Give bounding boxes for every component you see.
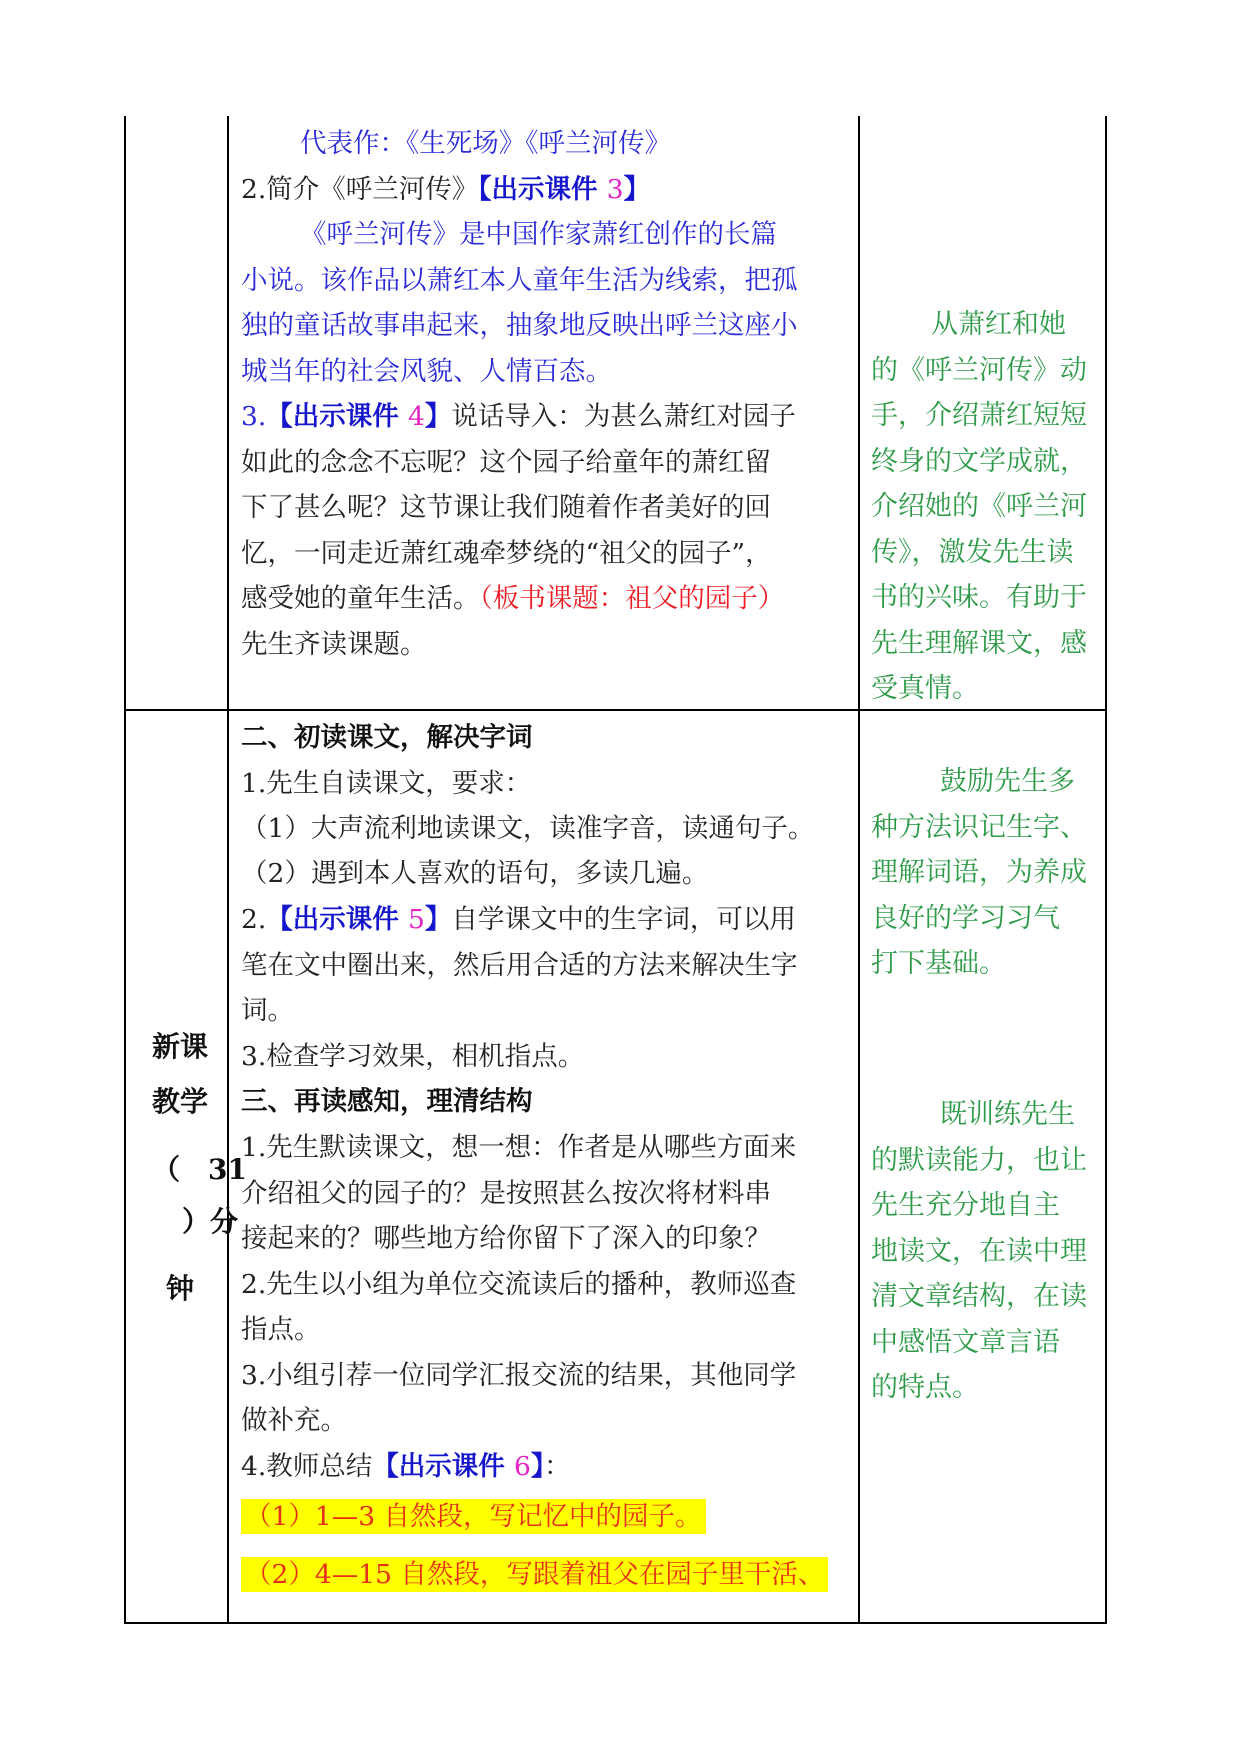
text-run: 1.先生自读课文，要求： bbox=[241, 768, 532, 799]
text-run: 4.教师总结 bbox=[241, 1451, 373, 1482]
text-line bbox=[300, 122, 671, 166]
text-line bbox=[241, 989, 294, 1033]
highlighted-text-line bbox=[241, 1495, 706, 1539]
text-run: 4 bbox=[408, 401, 425, 432]
text-line bbox=[241, 1080, 533, 1124]
table-border-bottom bbox=[124, 1622, 1107, 1624]
text-line bbox=[241, 1308, 321, 1352]
text-line bbox=[241, 807, 814, 851]
text-line bbox=[241, 1399, 347, 1443]
text-line bbox=[241, 1445, 571, 1489]
design-note-line: 地读文，在读中理 bbox=[871, 1235, 1087, 1267]
stage-label-line: 钟 bbox=[166, 1272, 195, 1305]
text-line bbox=[241, 762, 531, 806]
text-line bbox=[241, 259, 798, 303]
text-run: 指点。 bbox=[241, 1314, 321, 1345]
text-run: 三、再读感知，理清结构 bbox=[241, 1086, 533, 1117]
text-run: 二、初读课文，解决字词 bbox=[241, 722, 533, 753]
text-line bbox=[241, 716, 533, 760]
design-note-line: 理解词语，为养成 bbox=[871, 857, 1087, 888]
design-note-line: 打下基础。 bbox=[871, 948, 1006, 979]
design-note-line: 传》，激发先生读 bbox=[871, 536, 1074, 568]
text-run: 做补充。 bbox=[241, 1405, 347, 1436]
text-run: ： bbox=[544, 1451, 571, 1482]
text-run: 3.小组引荐一位同学汇报交流的结果，其他同学 bbox=[241, 1360, 797, 1391]
design-note-line: 受真情。 bbox=[871, 673, 979, 704]
design-note-line: 手，介绍萧红短短 bbox=[871, 400, 1087, 431]
text-line bbox=[241, 486, 771, 530]
text-line bbox=[241, 898, 796, 942]
design-note-line: 良好的学习习气 bbox=[871, 902, 1060, 934]
text-run: 词。 bbox=[241, 995, 294, 1026]
text-line bbox=[241, 1172, 771, 1216]
design-note-line: 种方法识记生字、 bbox=[871, 811, 1087, 843]
design-note-line: 既训练先生 bbox=[940, 1099, 1075, 1130]
text-run: 【出示课件 bbox=[372, 1451, 515, 1482]
text-line bbox=[241, 441, 771, 485]
text-run: 《呼兰河传》是中国作家萧红创作的长篇 bbox=[300, 219, 777, 250]
text-run: 【出示课件 bbox=[266, 904, 409, 935]
stage-label-line: ）分 bbox=[182, 1205, 239, 1238]
design-note-line: 的特点。 bbox=[871, 1372, 979, 1403]
text-run: 5 bbox=[408, 904, 425, 935]
design-note-line: 介绍她的《呼兰河 bbox=[871, 491, 1087, 522]
text-run: （1）1—3 自然段，写记忆中的园子。 bbox=[241, 1499, 706, 1534]
text-run: 感受她的童年生活。 bbox=[241, 583, 480, 614]
text-run: 【出示课件 bbox=[266, 401, 409, 432]
design-note-line: 先生理解课文，感 bbox=[871, 627, 1087, 659]
design-note-line: 的默读能力，也让 bbox=[871, 1144, 1087, 1176]
table-divider-notes bbox=[858, 116, 860, 1624]
text-run: 说话导入：为甚么萧红对园子 bbox=[451, 401, 796, 432]
text-line bbox=[241, 532, 772, 576]
design-note-line: 终身的文学成就， bbox=[871, 445, 1087, 477]
text-run: 独的童话故事串起来，抽象地反映出呼兰这座小 bbox=[241, 310, 798, 341]
text-line bbox=[241, 1217, 771, 1261]
stage-label-line: 教学 bbox=[152, 1085, 209, 1118]
design-note-line: 从萧红和她 bbox=[931, 309, 1066, 340]
stage-label-line: 新课 bbox=[152, 1030, 209, 1063]
text-line bbox=[241, 395, 796, 439]
stage-label-line: （ 31 bbox=[152, 1153, 247, 1186]
text-run: 2. bbox=[241, 904, 267, 935]
table-border-left bbox=[124, 116, 126, 1624]
text-run: （2）遇到本人喜欢的语句，多读几遍。 bbox=[241, 858, 709, 889]
text-line bbox=[241, 577, 784, 621]
text-line bbox=[241, 1035, 584, 1079]
text-line bbox=[241, 1354, 796, 1398]
design-note-line: 鼓励先生多 bbox=[940, 766, 1075, 797]
text-run: 笔在文中圈出来，然后用合适的方法来解决生字 bbox=[241, 950, 798, 981]
design-note-line: 书的兴味。有助于 bbox=[871, 582, 1087, 613]
text-line bbox=[241, 350, 612, 394]
text-run: 2.简介《呼兰河传》 bbox=[241, 173, 479, 205]
text-run: 6 bbox=[514, 1451, 531, 1482]
text-run: 介绍祖父的园子的？是按照甚么按次将材料串 bbox=[241, 1178, 771, 1209]
text-run: 2.先生以小组为单位交流读后的播种，教师巡查 bbox=[241, 1269, 797, 1300]
text-run: 】 bbox=[623, 173, 651, 205]
text-run: 接起来的？哪些地方给你留下了深入的印象？ bbox=[241, 1223, 771, 1254]
highlighted-text-line bbox=[241, 1553, 828, 1597]
text-run: 1.先生默读课文，想一想：作者是从哪些方面来 bbox=[241, 1132, 797, 1163]
text-run: 自学课文中的生字词，可以用 bbox=[451, 904, 796, 935]
text-run: 】 bbox=[530, 1451, 545, 1482]
text-run: 忆，一同走近萧红魂牵梦绕的“祖父的园子”， bbox=[241, 537, 772, 569]
design-note-line: 中感悟文章言语 bbox=[871, 1326, 1060, 1358]
text-line bbox=[241, 1263, 796, 1307]
text-run: 【出示课件 bbox=[478, 173, 607, 205]
text-run: 代表作：《生死场》《呼兰河传》 bbox=[300, 128, 671, 159]
text-line bbox=[241, 304, 798, 348]
text-line bbox=[241, 168, 650, 212]
text-run: 先生齐读课题。 bbox=[241, 628, 427, 660]
text-run: 3.检查学习效果，相机指点。 bbox=[241, 1041, 585, 1072]
text-run: （板书课题：祖父的园子） bbox=[479, 583, 785, 614]
text-line bbox=[241, 944, 798, 988]
design-note-line: 先生充分地自主 bbox=[871, 1190, 1060, 1221]
text-line bbox=[241, 1126, 796, 1170]
text-run: 】 bbox=[424, 904, 452, 935]
text-line bbox=[241, 852, 708, 896]
text-run: 下了甚么呢？这节课让我们随着作者美好的回 bbox=[241, 492, 771, 523]
table-divider-stage bbox=[227, 116, 229, 1624]
text-run: 】 bbox=[424, 401, 452, 432]
text-run: （1）大声流利地读课文，读准字音，读通句子。 bbox=[241, 813, 815, 844]
text-run: （2）4—15 自然段，写跟着祖父在园子里干活、 bbox=[241, 1557, 828, 1592]
text-run: 3 bbox=[606, 173, 624, 205]
design-note-line: 清文章结构，在读 bbox=[871, 1281, 1087, 1312]
text-run: 小说。该作品以萧红本人童年生活为线索，把孤 bbox=[241, 264, 798, 296]
text-run: 3. bbox=[241, 401, 267, 432]
design-note-line: 的《呼兰河传》动 bbox=[871, 354, 1087, 386]
table-border-right bbox=[1105, 116, 1107, 1624]
text-run: 城当年的社会风貌、人情百态。 bbox=[241, 355, 612, 387]
text-line bbox=[300, 213, 777, 257]
text-run: 如此的念念不忘呢？这个园子给童年的萧红留 bbox=[241, 446, 771, 478]
text-line bbox=[241, 623, 427, 667]
